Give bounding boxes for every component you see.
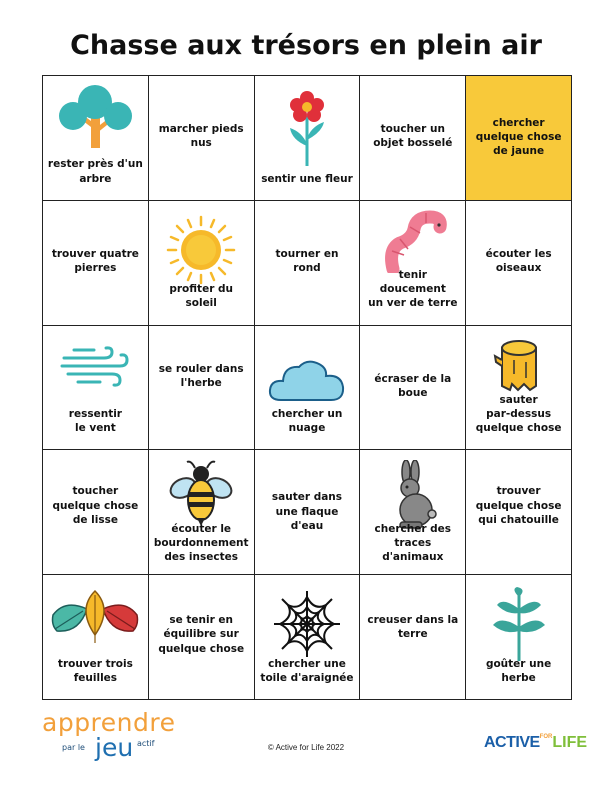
- logo-par-text: par le: [62, 743, 85, 752]
- sun-icon: [166, 215, 236, 285]
- cell-label: se tenir en équilibre sur quelque chose: [158, 614, 245, 655]
- grid-cell: [255, 326, 361, 451]
- cloud-icon: [267, 356, 347, 404]
- cell-label: marcher pieds nus: [158, 123, 244, 150]
- bee-icon: [169, 458, 233, 528]
- grid-cell: [149, 201, 255, 326]
- cell-label: chercher un nuage: [271, 408, 343, 435]
- cell-label: trouver quelque chose qui chatouille: [475, 485, 562, 526]
- logo-apprendre-text: apprendre: [42, 708, 176, 737]
- grid-cell: [255, 575, 361, 700]
- grid-cell: [255, 450, 361, 575]
- grid-cell: [466, 450, 572, 575]
- cell-label: ressentir le vent: [68, 408, 122, 435]
- logo-active-text: ACTIVE: [484, 734, 540, 751]
- cell-label: sauter dans une flaque d'eau: [271, 491, 343, 532]
- cell-label: se rouler dans l'herbe: [158, 362, 244, 389]
- cell-label: toucher un objet bosselé: [373, 123, 453, 150]
- active-for-life-logo: [484, 734, 587, 752]
- stump-icon: [492, 336, 546, 392]
- tree-icon: [49, 84, 141, 150]
- logo-life-text: LIFE: [552, 734, 588, 751]
- grid-cell: [149, 326, 255, 451]
- wind-icon: [60, 346, 130, 390]
- grid-cell: [255, 201, 361, 326]
- cell-label: écraser de la boue: [374, 372, 452, 399]
- grid-cell: [360, 450, 466, 575]
- cell-label: trouver trois feuilles: [57, 657, 133, 684]
- cell-label: chercher quelque chose de jaune: [475, 117, 562, 158]
- cell-label: tourner en rond: [275, 247, 339, 274]
- grid-cell-highlighted: [466, 76, 572, 201]
- grid-cell: [43, 575, 149, 700]
- cell-label: profiter du soleil: [169, 283, 234, 310]
- grid-cell: [360, 326, 466, 451]
- grid-cell: [466, 575, 572, 700]
- cell-label: goûter une herbe: [485, 657, 552, 684]
- copyright-notice: © Active for Life 2022: [267, 743, 345, 752]
- flower-icon: [282, 88, 332, 168]
- cell-label: creuser dans la terre: [367, 614, 459, 641]
- grid-cell: [360, 201, 466, 326]
- grid-cell: [360, 76, 466, 201]
- leaves-icon: [47, 589, 143, 645]
- worm-icon: [378, 209, 448, 273]
- cell-label: tenir doucement un ver de terre: [368, 269, 458, 310]
- grid-cell: [149, 450, 255, 575]
- grid-cell: [43, 201, 149, 326]
- grid-cell: [466, 201, 572, 326]
- cell-label: toucher quelque chose de lisse: [52, 485, 139, 526]
- cell-label: chercher une toile d'araignée: [260, 657, 354, 684]
- cell-label: sentir une fleur: [261, 172, 353, 185]
- cell-label: écouter les oiseaux: [485, 247, 552, 274]
- logo-jeu-text: jeu: [95, 733, 134, 762]
- spiderweb-icon: [272, 589, 342, 659]
- rabbit-icon: [388, 460, 438, 530]
- grid-cell: [360, 575, 466, 700]
- logo-for-text: FOR: [539, 734, 553, 740]
- cell-label: chercher des traces d'animaux: [374, 522, 452, 564]
- herb-icon: [489, 587, 549, 661]
- grid-cell: [255, 76, 361, 201]
- cell-label: rester près d'un arbre: [47, 158, 143, 185]
- apprendre-logo: [42, 708, 182, 763]
- grid-cell: [149, 76, 255, 201]
- grid-cell: [43, 76, 149, 201]
- scavenger-grid: [42, 75, 572, 700]
- grid-cell: [466, 326, 572, 451]
- cell-label: écouter le bourdonnement des insectes: [153, 522, 249, 564]
- grid-cell: [149, 575, 255, 700]
- cell-label: trouver quatre pierres: [51, 247, 139, 274]
- cell-label: sauter par-dessus quelque chose: [475, 393, 562, 435]
- grid-cell: [43, 450, 149, 575]
- grid-cell: [43, 326, 149, 451]
- page-title: Chasse aux trésors en plein air: [70, 30, 542, 61]
- logo-actif-text: actif: [137, 739, 155, 748]
